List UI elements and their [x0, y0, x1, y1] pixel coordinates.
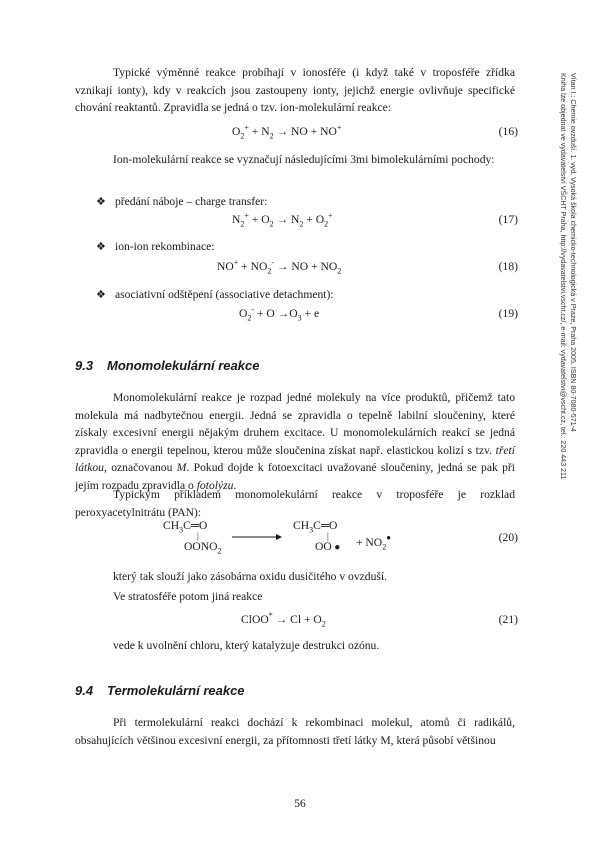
section-title: Termolekulární reakce — [107, 683, 245, 698]
no2-radical: + $NO_2^●$ — [356, 533, 392, 552]
paragraph-ion-exchange: Typické výměnné reakce probíhají v ionosféře (i když také v troposféře zřídka vznikají ionty), kdy v reakcích jsou zastoupeny ionty, jejichž energie ovlivňuje specifické chování reaktantů. Zpravidla se jedná o tzv. ion-molekulární reakce: — [75, 66, 515, 114]
equation-16: $O_2^+ + N_2$ → NO + NO+ — [232, 123, 342, 141]
page-number: 56 — [294, 798, 306, 810]
equation-20-number: (20) — [498, 531, 518, 544]
pan-bond: | — [197, 531, 199, 541]
pan-structure: $CH_3C═O$ — [163, 519, 208, 535]
equation-17: $N_2^+ + O_2 \to N_2 + O_2^+$ — [232, 211, 333, 229]
acylperoxy-radical: OO ● — [315, 540, 341, 553]
paragraph-chlorine-release: vede k uvolnění chloru, který katalyzuje destrukci ozónu. — [113, 639, 380, 652]
section-number: 9.3 — [75, 358, 94, 373]
equation-19: $O_2^- + O \to O_3 + e$ — [239, 305, 320, 323]
bullet-associative-detachment: asociativní odštěpení (associative detachment): — [115, 288, 334, 301]
equation-19-number: (19) — [498, 307, 518, 320]
citation-line-2: Kniha lze objednat ve vydavatelství VŠCHT Praha, http://vydavatelstvi.vscht.cz/, e-mail: vydavatelstvi@vscht.cz, tel.: 220 443 211 — [559, 73, 567, 480]
paragraph-stratosphere: Ve stratosféře potom jiná reakce — [113, 590, 263, 603]
diamond-bullet-icon: ❖ — [96, 241, 106, 253]
equation-21: ClOO* → $Cl + O_2$ — [241, 611, 326, 629]
equation-18: $NO^+ + NO_2^-$ → NO + $NO_2$ — [217, 258, 342, 276]
pan-ono2: $OONO_2$ — [184, 540, 222, 556]
section-heading-9-3 — [75, 358, 259, 373]
section-title: Monomolekulární reakce — [107, 358, 260, 373]
diamond-bullet-icon: ❖ — [96, 196, 106, 208]
equation-21-number: (21) — [498, 613, 518, 626]
paragraph-monomolecular: Monomolekulární reakce je rozpad jedné molekuly na více produktů, přičemž tato molekula má nadbytečnou energii. Jedná se zpravidla o tepelně labilní sloučeniny, které získaly excesivní energii nějakým druhem excitace. U monomolekulárních reakcí se jedná zpravidla o energii tepelnou, kterou může sloučenina získat např. elastickou kolizí s tzv. třetí látkou, označovanou M. Pokud dojde k fotoexcitaci uvažované sloučeniny, jedná se pak při jejím rozpadu zpravidla o fotolýzu. — [75, 391, 516, 492]
equation-17-number: (17) — [498, 213, 518, 226]
bullet-charge-transfer: předání náboje – charge transfer: — [115, 195, 268, 208]
paragraph-pan-example: Typickým příkladem monomolekulární reakce v troposféře je rozklad peroxyacetylnitrátu (PAN): — [75, 488, 515, 519]
section-number: 9.4 — [75, 683, 94, 698]
paragraph-termolecular: Při termolekulární reakci dochází k rekombinaci molekul, atomů či radikálů, obsahujících většinou excesivní energii, za přítomnosti třetí látky M, která působí většinou — [75, 716, 515, 747]
paragraph-no2-reservoir: který tak slouží jako zásobárna oxidu dusičitého v ovzduší. — [113, 570, 387, 583]
equation-18-number: (18) — [498, 260, 518, 273]
diamond-bullet-icon: ❖ — [96, 289, 106, 301]
acylperoxy-structure: $CH_3C═O$ — [293, 519, 338, 535]
paragraph-ion-molecular-processes: Ion-molekulární reakce se vyznačují následujícími 3mi bimolekulárními pochody: — [113, 153, 495, 166]
equation-16-number: (16) — [498, 125, 518, 138]
bullet-ion-ion-recombination: ion-ion rekombinace: — [115, 240, 215, 253]
citation-line-1: Vítan I.: Chemie ovzduší. 1. vyd. Vysoká škola chemicko-technologická v Praze, Praha 2005. ISBN 80-7080-571-4 — [569, 73, 577, 432]
citation-sidebar — [548, 73, 588, 668]
reaction-arrow-icon — [232, 532, 282, 542]
section-heading-9-4 — [75, 683, 245, 698]
acylperoxy-bond: | — [327, 531, 329, 541]
